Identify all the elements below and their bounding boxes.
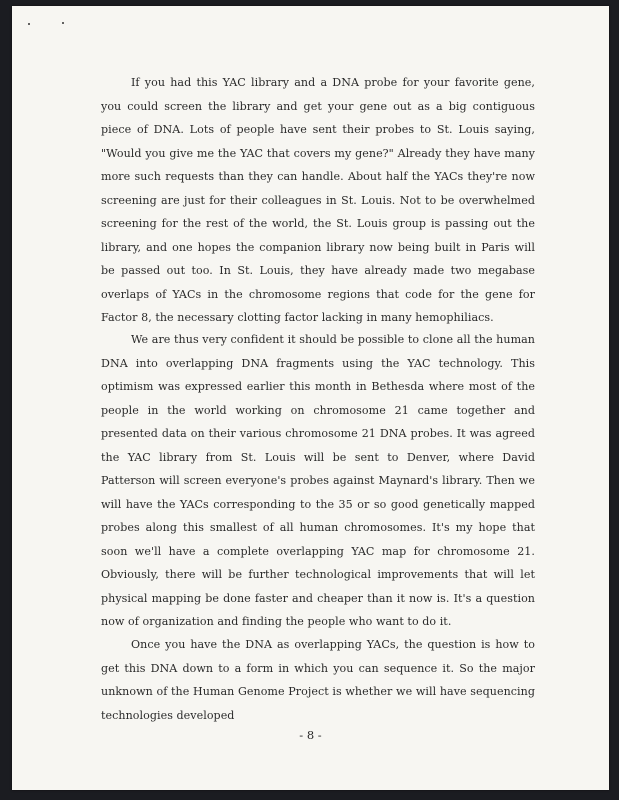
speck-mark: [62, 22, 64, 24]
document-page: [12, 6, 609, 790]
paragraph-1: If you had this YAC library and a DNA probe for your favorite gene, you could screen the library and get your gene out as a big contiguous piece of DNA. Lots of people have sent their probes to St. Louis saying, "Would you give me the YAC that covers my gene?" Already they have many more such requests than they can handle. About half the YACs they're now screening are just for their colleagues in St. Louis. Not to be overwhelmed screening for the rest of the world, the St. Louis group is passing out the library, and one hopes the companion library now being built in Paris will be passed out too. In St. Louis, they have already made two megabase overlaps of YACs in the chromosome regions that code for the gene for Factor 8, the necessary clotting factor lacking in many hemophiliacs.: [101, 76, 535, 324]
scan-specks: [28, 20, 78, 26]
paragraph-3: Once you have the DNA as overlapping YACs, the question is how to get this DNA down to a form in which you can sequence it. So the major unknown of the Human Genome Project is whether we will have sequencing technologies developed: [101, 638, 535, 722]
speck-mark: [28, 23, 30, 25]
page-number: - 8 -: [299, 728, 322, 742]
paragraph-2: We are thus very confident it should be possible to clone all the human DNA into overlapping DNA fragments using the YAC technology. This optimism was expressed earlier this month in Bethesda where most of the people in the world working on chromosome 21 came together and presented data on their various chromosome 21 DNA probes. It was agreed the YAC library from St. Louis will be sent to Denver, where David Patterson will screen everyone's probes against Maynard's library. Then we will have the YACs corresponding to the 35 or so good genetically mapped probes along this smallest of all human chromosomes. It's my hope that soon we'll have a complete overlapping YAC map for chromosome 21. Obviously, there will be further technological improvements that will let physical mapping be done faster and cheaper than it now is. It's a question now of organization and finding the people who want to do it.: [101, 333, 535, 628]
